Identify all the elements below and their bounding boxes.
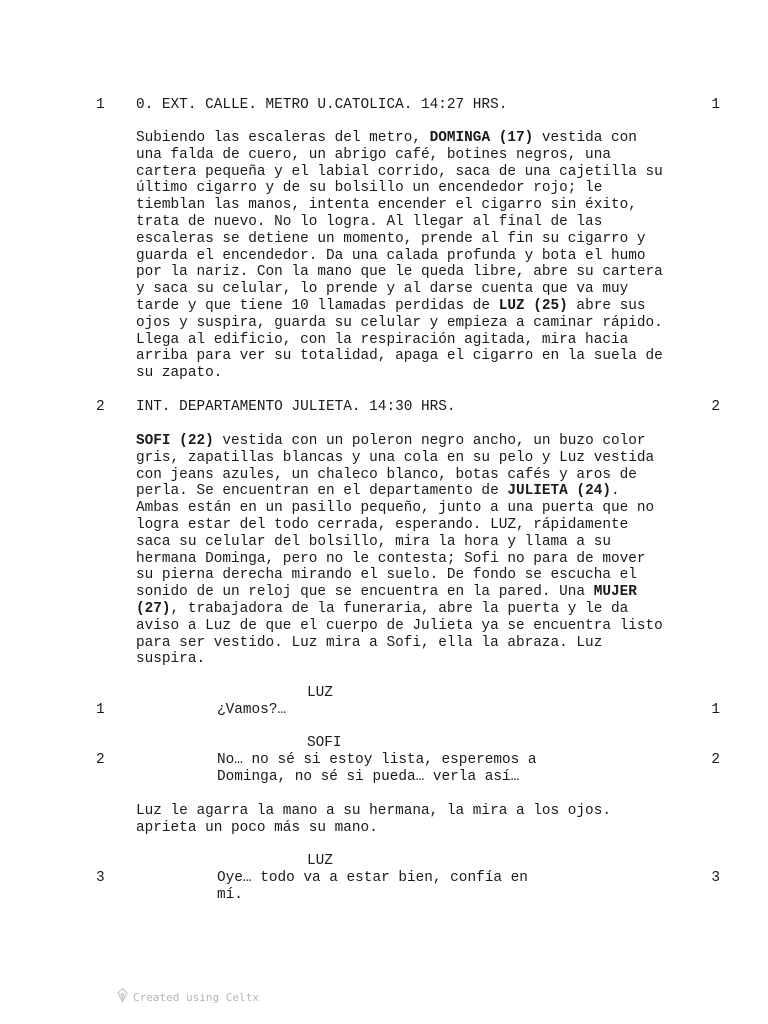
action-text: vestida con una falda de cuero, un abrigo café, botines negros, una cartera pequeña y el labial corrido, saca de una cajetilla su último cigarro y de su bolsillo un encendedor rojo; le tiemblan las manos, intenta encender el cigarro sin éxito, trata de nuevo. No lo logra. Al llegar al final de las escaleras se detiene un momento, prende al fin su cigarro y guarda el encendedor. Da una calada profunda y bota el humo por la nariz. Con la mano que le queda libre, abre su cartera y saca su celular, lo prende y al darse cuenta que va muy tarde y que tiene 10 llamadas perdidas de bbox=[136, 130, 663, 314]
dialogue-number-left: 2 bbox=[96, 752, 105, 768]
character-intro: MUJER (27) bbox=[136, 584, 637, 617]
action-block bbox=[136, 433, 696, 668]
dialogue-line: ¿Vamos?… bbox=[217, 702, 287, 718]
scene-number-left: 1 bbox=[96, 97, 105, 113]
action-block bbox=[136, 130, 696, 382]
character-intro: JULIETA (24) bbox=[507, 483, 611, 500]
character-cue: SOFI bbox=[307, 735, 342, 751]
action-text: vestida con un poleron negro ancho, un buzo color gris, zapatillas blancas y una cola en su pelo y Luz vestida con jeans azules, un chaleco blanco, botas cafés y aros de perla. Se encuentran en el departamento de bbox=[136, 433, 655, 500]
celtx-pen-icon bbox=[116, 987, 129, 1009]
character-intro: SOFI (22) bbox=[136, 433, 214, 449]
dialogue-line: Oye… todo va a estar bien, confía en mí. bbox=[217, 870, 528, 903]
dialogue-number-right: 3 bbox=[711, 870, 720, 886]
scene-heading: 0. EXT. CALLE. METRO U.CATOLICA. 14:27 HRS. bbox=[136, 97, 508, 113]
character-cue: LUZ bbox=[307, 685, 333, 701]
scene-number-right: 1 bbox=[711, 97, 720, 113]
character-intro: DOMINGA (17) bbox=[429, 130, 534, 146]
dialogue-number-left: 1 bbox=[96, 702, 105, 718]
scene-number-left: 2 bbox=[96, 399, 105, 415]
action-text: Subiendo las escaleras del metro, bbox=[136, 130, 430, 146]
scene-heading: INT. DEPARTAMENTO JULIETA. 14:30 HRS. bbox=[136, 399, 456, 415]
footer-watermark bbox=[116, 987, 259, 1009]
action-text: abre sus ojos y suspira, guarda su celular y empieza a caminar rápido. Llega al edificio, con la respiración agitada, mira hacia arriba para ver su totalidad, apaga el cigarro en la suela de su zapato. bbox=[136, 297, 663, 382]
action-text: . Ambas están en un pasillo pequeño, junto a una puerta que no logra estar del todo cerrada, esperando. LUZ, rápidamente saca su celular del bolsillo, mira la hora y llama a su hermana Dominga, pero no le contesta; Sofi no para de mover su pierna derecha mirando el suelo. De fondo se escucha el sonido de un reloj que se encuentra en la pared. Una bbox=[136, 483, 655, 601]
dialogue-number-left: 3 bbox=[96, 870, 105, 886]
dialogue-number-right: 2 bbox=[711, 752, 720, 768]
character-cue: LUZ bbox=[307, 853, 333, 869]
dialogue-number-right: 1 bbox=[711, 702, 720, 718]
dialogue-line: No… no sé si estoy lista, esperemos a Dominga, no sé si pueda… verla así… bbox=[217, 752, 537, 785]
footer-text: Created using Celtx bbox=[133, 990, 259, 1004]
scene-number-right: 2 bbox=[711, 399, 720, 415]
action-block: Luz le agarra la mano a su hermana, la mira a los ojos. aprieta un poco más su mano. bbox=[136, 803, 611, 836]
character-intro: LUZ (25) bbox=[498, 297, 568, 314]
action-text: , trabajadora de la funeraria, abre la puerta y le da aviso a Luz de que el cuerpo de Julieta ya se encuentra listo para ser vestido. Luz mira a Sofi, ella la abraza. Luz suspira. bbox=[136, 600, 663, 668]
